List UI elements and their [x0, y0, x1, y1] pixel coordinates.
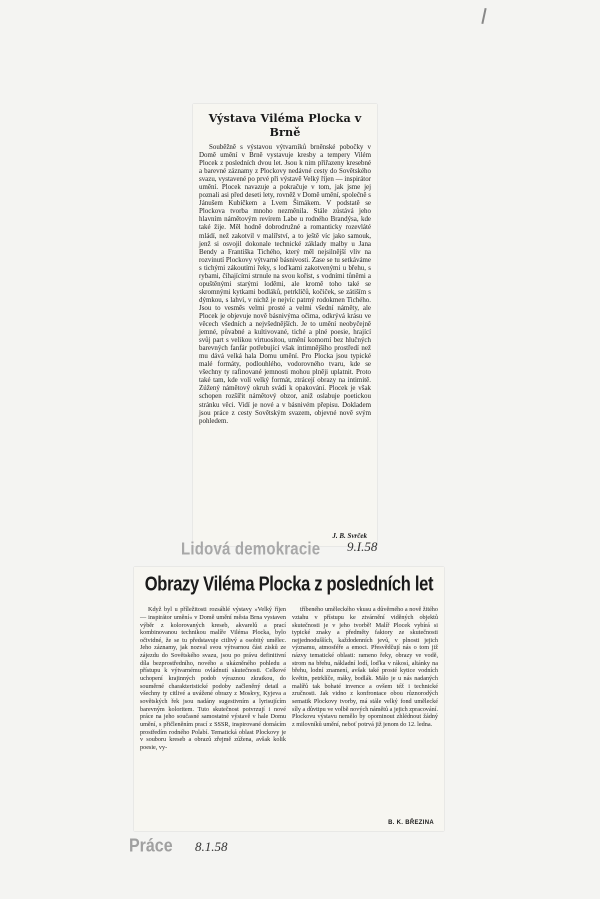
- article2-column-1: Když byl u příležitosti rozsáhlé výstavy »Velký říjen — inspirátor umění« v Domě umění města Brna vystaven výběr z kolorovaných kreseb, akvarelů a prací kombinovanou technikou malíře Viléma Plocka, bylo očividné, že se tu představuje citlivý a osobitý umělec. Jeho záznamy, jak nozval svou výtvarnou část zisků ze zájezdu do Sovětského svazu, jsou po právu definitivní díla bezprostředního, nového a ukázněného pohledu a přístupu k výtvarnému ovládnutí skutečnosti. Celkové uchopení krajinných podob výraznou zkratkou, do souměrné charakteristické podoby začleněný detail a všechny ty citlivé a uvážené obrazy z Moskvy, Kyjeva a sovětských řek jsou nadány sugestivním a lyrisujícím barevným koloritem. Tuto skutečnost potvrzují i nové práce na jeho současné samostatné výstavě v hale Domu umění, s přičleněním prací z SSSR, inspirované domácím prostředím rodného Polabí. Tematická oblast Plockovy je v souboru kreseb a obrazů zřejmě zúžena, avšak kolik poesie, vy-: [140, 606, 286, 751]
- source1-date: 9.I.58: [347, 539, 378, 554]
- article2-column-2: tříbeného uměleckého vkusu a důvěrného a nově žitého vztahu v přístupu ke ztvárnění viděných objektů skutečnosti je v jeho tvorbě! Malíř Plocek vybírá si typické znaky a předměty faktory ze skutečnosti nejjednodušších, každodenních jevů, v plnosti jejich významu, atmosféře a emoci. Přesvědčují nás o tom již názvy tematické oblasti: rameno řeky, obrazy ve vodě, strom na břehu, nákladní lodí, loďka v rákosí, altánky na břehu, lodní znamení, avšak také prosté kytice vodních květin, petrklíče, máky, bodlák. Málo je u nás nadaných malířů tak bohaté invence a ovšem též i technické zručnosti. Jak vidno z konfrontace obou různorodých sematik Plockovy tvorby, má stále velký fond umělecké síly a důvtipu ve volbě nových námětů a jejich zpracování. Plockovu výstavu nemělo by opominout zhlédnout žádný z milovníků umění, neboť potrvá již jenom do 12. ledna.: [292, 606, 438, 729]
- source2-name: Práce: [129, 836, 173, 857]
- article1-title: Výstava Viléma Plocka v Brně: [208, 111, 362, 139]
- clipping-lidova-demokracie: [193, 104, 377, 546]
- clipping-prace: [134, 567, 444, 831]
- pencil-mark: [481, 8, 486, 24]
- article2-columns: [140, 600, 438, 758]
- source1-name: Lidová demokracie: [181, 539, 321, 560]
- article1-signature: J. B. Svrček: [332, 532, 367, 540]
- article2-signature: B. K. BŘEZINA: [388, 820, 434, 826]
- source2-date: 8.1.58: [195, 839, 228, 854]
- article1-body: Souběžně s výstavou výtvarníků brněnské pobočky v Domě umění v Brně vystavuje kresby a tempery Vilém Plocek z posledních dvou let. Jsou k nim přiřazeny kresebné a barevné záznamy z Plockovy nedávné cesty do Sovětského svazu, vystavené po prvé při výstavě Velký říjen — inspirátor umění. Plocek navazuje a pokračuje v tom, jak jsme jej poznali asi před deseti lety, rovněž v Domě umění, společně s Jánušem Kubíčkem a Lvem Šimákem. V podstatě se Plockova tvorba mnoho nezměnila. Stále zůstává jeho hlavním námětovým revírem Labe u rodného Brandýsa, kde také žije. Měl hodně dobrodružné a romanticky rozevláté mládí, než zakotvil v malířství, a to ještě víc jako samouk, jenž si osvojil dokonale technické základy malby u Jana Bendy a Františka Tichého, který měl nejsilnější vliv na rozvinutí Plockovy výtvarné básnivosti. Zase se tu setkáváme s tichými zákoutími řeky, s loďkami zakotvenými u břehu, s rybami, číhajícími strnule na svou kořist, s vodními tůněmi a opuštěnými starými loděmi, ale kromě toho také se skromnými kytkami bodláků, petrklíčů, kočiček, se zátiším s dýmkou, s lahví, v nichž je nejvíc patrný rodokmen Tichého. Jsou to vesměs velmi prosté a velmi všední náměty, ale Plocek je objevuje nově básnivýma očima, odkrývá krásu ve věcech všedních a nejvšednějších. Je to umění neobyčejně jemné, půvabné a kultivované, tiché a plné poesie, hrající svůj part s velikou virtuositou, umění komorní bez hlučných barevných fanfár potřebující však intimnějšího prostředí než mu dává velká hala Domu umění. Pro Plocka jsou typické malé formáty, podlouhlého, vodorovného tvaru, kde se všechny ty rafinované jemnosti mohou plněji uplatnit. Proto také tam, kde volí velký formát, ztrácejí obrazy na intimitě. Zúžený námětový okruh svádí k opakování. Plocek je však schopen rozšířit námětový obzor, aniž oslabuje poetickou stránku věci. Vidí je nové a v básnivém přepisu. Dokladem jsou práce z cesty Sovětským svazem, objevné nově svým pohledem.: [199, 143, 371, 425]
- article2-title: Obrazy Viléma Plocka z posledních let: [144, 573, 434, 596]
